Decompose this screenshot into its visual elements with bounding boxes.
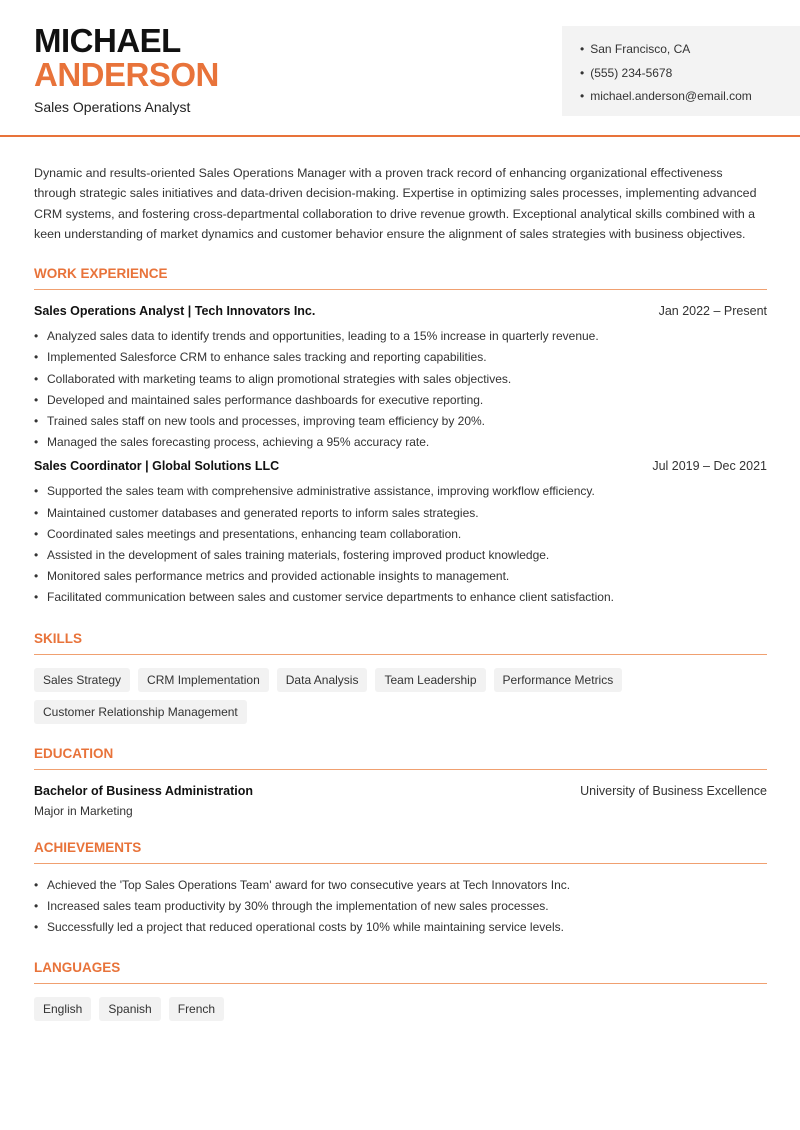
bullet: • Supported the sales team with comprehensive administrative assistance, improving workflow efficiency.	[34, 481, 767, 502]
section-heading-languages: LANGUAGES	[34, 960, 767, 984]
first-name: MICHAEL	[34, 22, 181, 59]
section-heading-education: EDUCATION	[34, 746, 767, 770]
skill-chip: Performance Metrics	[494, 668, 623, 692]
bullet: • Collaborated with marketing teams to align promotional strategies with sales objectives.	[34, 369, 767, 390]
major: Major in Marketing	[34, 803, 133, 818]
job-dates: Jan 2022 – Present	[658, 304, 767, 319]
education-header	[34, 783, 767, 800]
section-heading-achievements: ACHIEVEMENTS	[34, 840, 767, 864]
language-chip: English	[34, 997, 91, 1021]
bullet: • Maintained customer databases and generated reports to inform sales strategies.	[34, 503, 767, 524]
bullet: • Implemented Salesforce CRM to enhance sales tracking and reporting capabilities.	[34, 347, 767, 368]
bullet: • Facilitated communication between sales and customer service departments to enhance client satisfaction.	[34, 587, 767, 608]
contact-phone: • (555) 234-5678	[580, 62, 800, 86]
skill-chip: Team Leadership	[375, 668, 485, 692]
job-bullets	[34, 481, 767, 608]
contact-box	[562, 26, 800, 116]
job-dates: Jul 2019 – Dec 2021	[652, 459, 767, 474]
skill-chip: CRM Implementation	[138, 668, 269, 692]
skill-chip: Customer Relationship Management	[34, 700, 247, 724]
language-chip: French	[169, 997, 224, 1021]
last-name: ANDERSON	[34, 56, 219, 93]
summary: Dynamic and results-oriented Sales Operations Manager with a proven track record of enhancing organizational effectiveness through strategic sales initiatives and data-driven decision-making. Expertise in optimizing sales processes, implementing advanced CRM systems, and fostering cross-departmental collaboration to drive revenue growth. Exceptional analytical skills combined with a keen understanding of market dynamics and customer behavior ensure the alignment of sales strategies with business objectives.	[34, 166, 757, 241]
bullet: • Achieved the 'Top Sales Operations Team' award for two consecutive years at Tech Innovators Inc.	[34, 875, 767, 896]
achievements-list	[34, 875, 767, 939]
job-bullets	[34, 326, 767, 453]
language-chip: Spanish	[99, 997, 160, 1021]
skills-list	[34, 668, 634, 724]
job-title: Sales Coordinator | Global Solutions LLC	[34, 459, 280, 474]
languages-list	[34, 997, 634, 1021]
degree: Bachelor of Business Administration	[34, 783, 254, 798]
job-title: Sales Operations Analyst	[34, 99, 191, 115]
job-header	[34, 303, 767, 320]
contact-location: • San Francisco, CA	[580, 38, 800, 62]
section-heading-skills: SKILLS	[34, 631, 767, 655]
bullet: • Trained sales staff on new tools and processes, improving team efficiency by 20%.	[34, 411, 767, 432]
skill-chip: Sales Strategy	[34, 668, 130, 692]
section-heading-work: WORK EXPERIENCE	[34, 266, 767, 290]
bullet: • Analyzed sales data to identify trends and opportunities, leading to a 15% increase in quarterly revenue.	[34, 326, 767, 347]
bullet: • Successfully led a project that reduced operational costs by 10% while maintaining service levels.	[34, 917, 767, 938]
skill-chip: Data Analysis	[277, 668, 368, 692]
job-header	[34, 458, 767, 475]
bullet: • Assisted in the development of sales training materials, fostering improved product knowledge.	[34, 545, 767, 566]
bullet: • Developed and maintained sales performance dashboards for executive reporting.	[34, 390, 767, 411]
bullet: • Monitored sales performance metrics and provided actionable insights to management.	[34, 566, 767, 587]
job-title: Sales Operations Analyst | Tech Innovators Inc.	[34, 304, 316, 319]
school: University of Business Excellence	[580, 783, 767, 798]
bullet: • Coordinated sales meetings and presentations, enhancing team collaboration.	[34, 524, 767, 545]
contact-email: • michael.anderson@email.com	[580, 85, 800, 109]
resume-header	[0, 0, 800, 137]
bullet: • Increased sales team productivity by 30% through the implementation of new sales processes.	[34, 896, 767, 917]
bullet: • Managed the sales forecasting process, achieving a 95% accuracy rate.	[34, 432, 767, 453]
